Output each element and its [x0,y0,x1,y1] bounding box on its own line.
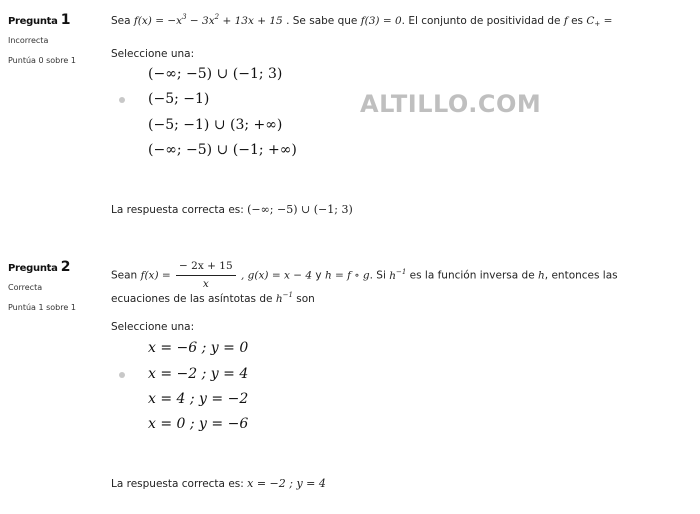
answer-option[interactable]: (−5; −1) ∪ (3; +∞) [148,117,283,133]
correct-answer-value: (−∞; −5) ∪ (−1; 3) [247,203,353,216]
correct-answer [111,477,326,490]
question-info-2 [8,259,98,312]
question-number [8,12,98,28]
q2-line1 [111,259,691,292]
q2-text-prefix: Sean [111,269,138,282]
watermark: ALTILLO.COM [360,90,542,118]
q1-exp2: 2 [214,13,220,21]
q1-cplus [586,15,600,27]
question-num: 2 [60,259,71,275]
q1-poly: − 3x [189,15,215,27]
answer-option[interactable]: (−5; −1) [148,91,210,107]
question-text-2 [111,259,691,307]
select-prompt: Seleccione una: [111,48,195,60]
q2-hinv-base: h [389,269,396,282]
radio-selected[interactable] [119,372,125,378]
q1-exp: 3 [182,13,187,21]
question-label: Pregunta [8,16,58,27]
q1-c: C [586,15,595,27]
q2-rest: es la función inversa de [409,269,535,282]
correct-answer [111,203,353,216]
answer-option[interactable]: x = −2 ; y = 4 [148,366,249,382]
q1-f: f(x) = −x [133,15,183,27]
q2-g: , g(x) = x − 4 [240,269,313,282]
question-info-1 [8,12,98,65]
q2-y: y [315,269,322,282]
q1-text-prefix: Sea [111,15,131,27]
q2-h2: h [538,269,545,282]
correct-answer-label: La respuesta correcta es: [111,478,244,490]
question-state: Incorrecta [8,36,49,45]
q1-cond: f(3) = 0 [360,15,402,27]
q2-h: h = f ∘ g [324,269,370,282]
q2-rest2: , entonces las [544,269,618,282]
q1-text-mid2: . El conjunto de positividad de [401,15,561,27]
answer-option[interactable]: x = 4 ; y = −2 [148,391,249,407]
select-prompt: Seleccione una: [111,321,195,333]
question-state: Correcta [8,283,43,292]
q2-si: . Si [369,269,386,282]
q1-fvar: f [563,15,568,27]
q1-poly2: + 13x + 15 [222,15,283,27]
question-label: Pregunta [8,263,58,274]
fraction [176,259,236,292]
q1-c-sub: + [594,20,601,28]
q2-hinv2-exp: −1 [282,291,293,299]
correct-answer-value: x = −2 ; y = 4 [247,477,326,490]
question-num: 1 [60,12,71,28]
q1-text-mid: . Se sabe que [286,15,358,27]
q1-es: es [571,15,584,27]
answer-option[interactable]: x = −6 ; y = 0 [148,340,249,356]
question-grade: Puntúa 1 sobre 1 [8,303,76,312]
question-number [8,259,98,275]
question-text-1 [111,14,691,29]
radio-selected[interactable] [119,97,125,103]
answer-option[interactable]: (−∞; −5) ∪ (−1; 3) [148,66,283,82]
question-grade: Puntúa 0 sobre 1 [8,56,76,65]
q2-hinv2-base: h [275,293,283,305]
q2-hinv [389,267,407,282]
q2-f: f(x) = [140,269,171,282]
answer-option[interactable]: x = 0 ; y = −6 [148,416,249,432]
fraction-numerator: − 2x + 15 [176,259,236,276]
q2-hinv2 [276,293,293,305]
q2-son: son [296,293,315,305]
q1-eq: = [603,15,613,27]
fraction-denominator: x [202,278,209,290]
q2-line2 [111,292,691,307]
q2-hinv-exp: −1 [395,267,407,276]
answer-option[interactable]: (−∞; −5) ∪ (−1; +∞) [148,142,297,158]
q2-line2-text: ecuaciones de las asíntotas de [111,293,273,305]
correct-answer-label: La respuesta correcta es: [111,204,244,216]
q1-function [134,15,283,27]
